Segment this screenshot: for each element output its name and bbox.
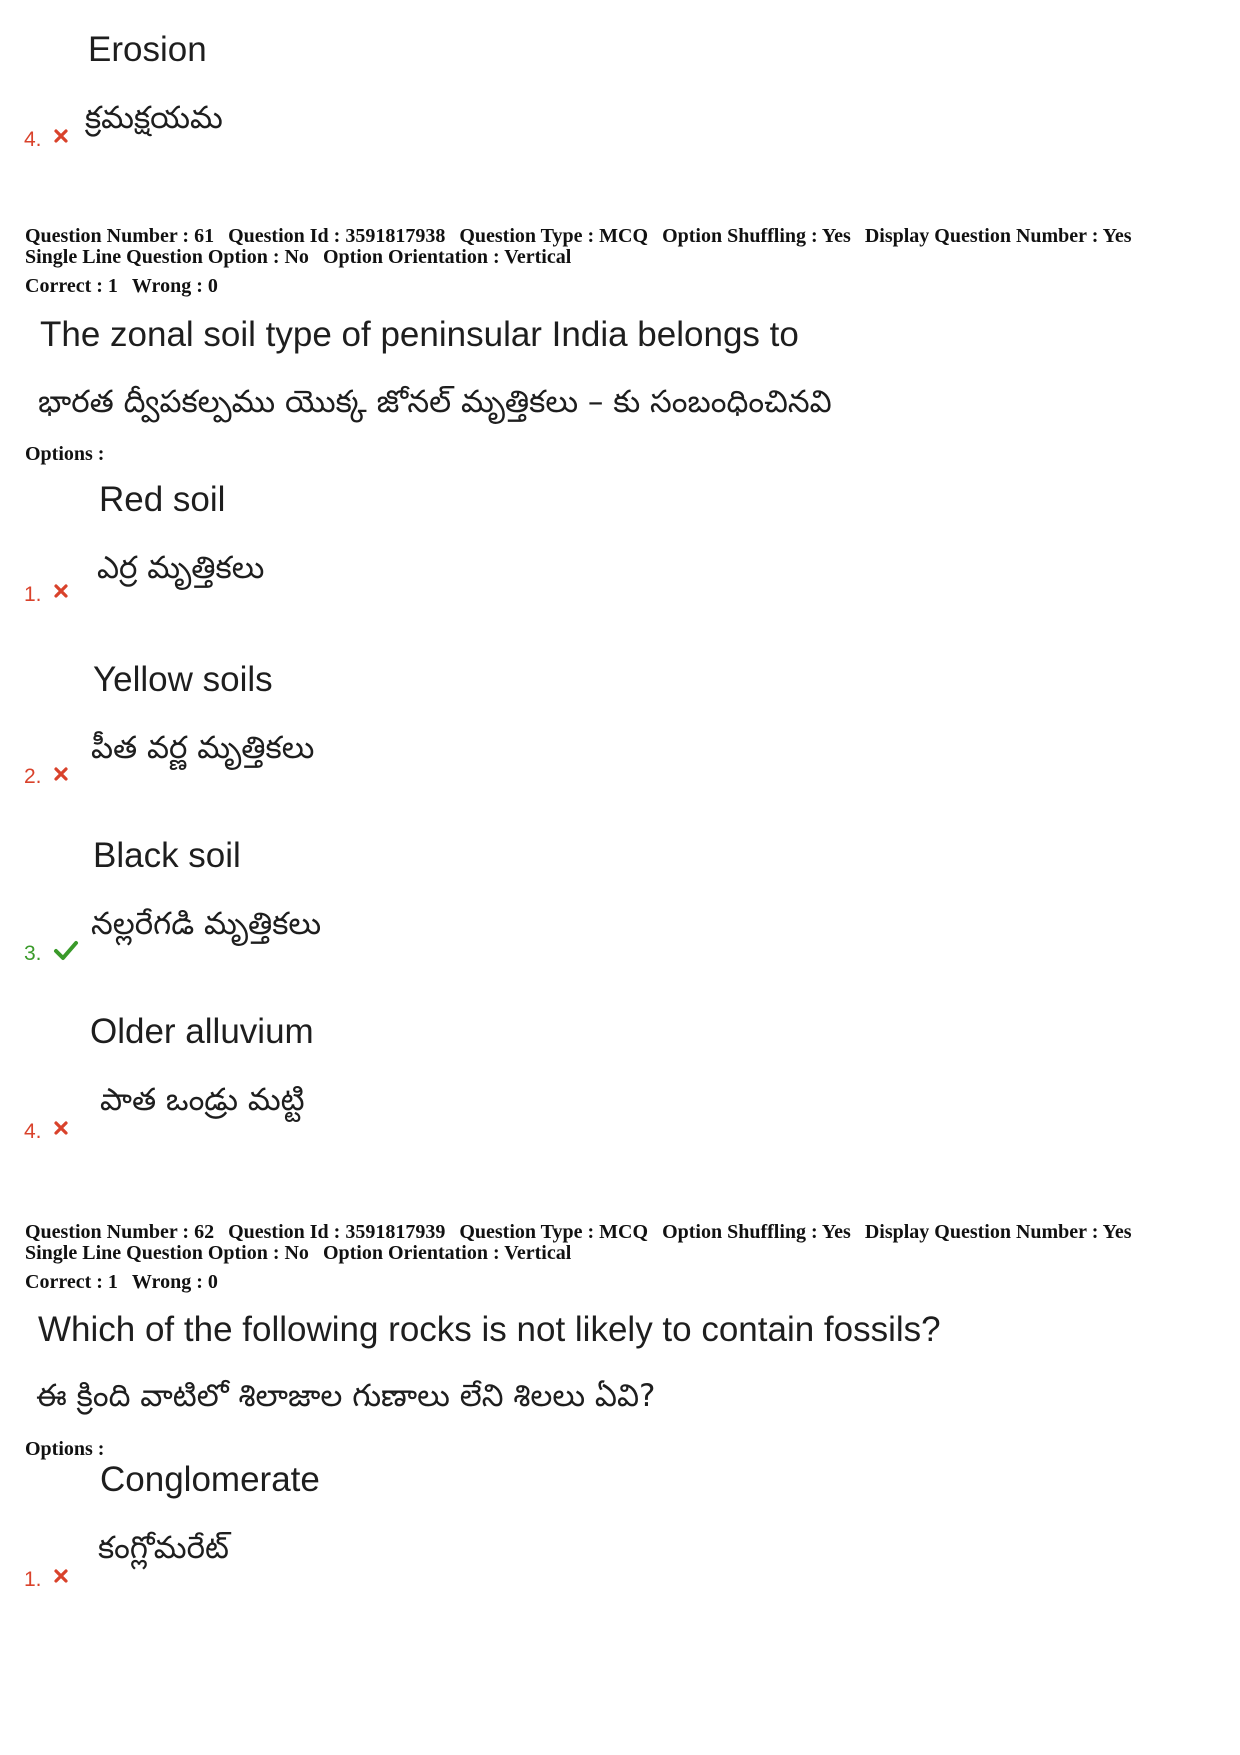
option-number: 2. [24,765,42,788]
option-english-text: Erosion [88,30,207,69]
correct-marks: Correct : 1 [25,1271,118,1293]
question-meta-line [25,226,1146,247]
check-icon [53,939,79,961]
question-text-telugu: భారత ద్వీపకల్పము యొక్క జోనల్ మృత్తికలు – కు సంబంధించినవి [38,384,832,420]
marks-line [25,1272,232,1293]
cross-icon [53,583,69,599]
options-label: Options : [25,1438,105,1460]
marks-line [25,276,232,297]
option-number: 4. [24,128,42,151]
option-number: 4. [24,1120,42,1143]
correct-marks: Correct : 1 [25,275,118,297]
option-english-text: Conglomerate [100,1460,320,1499]
single-line-option: Single Line Question Option : No [25,246,309,268]
option-telugu-text: కంగ్లోమరేట్ [98,1530,229,1566]
option-number: 3. [24,942,42,965]
question-meta-line [25,1243,585,1264]
option-telugu-text: నల్లరేగడి మృత్తికలు [91,906,322,942]
question-meta-line [25,247,585,268]
option-english-text: Black soil [93,836,241,875]
question-text-english: Which of the following rocks is not likely to contain fossils? [38,1310,941,1349]
display-question-number: Display Question Number : Yes [864,225,1132,247]
option-number: 1. [24,1568,42,1591]
cross-icon [53,1120,69,1136]
question-id: Question Id : 3591817938 [228,225,446,247]
display-question-number: Display Question Number : Yes [864,1221,1132,1243]
cross-icon [53,1568,69,1584]
option-telugu-text: క్రమక్షయమ [85,100,223,136]
question-text-english: The zonal soil type of peninsular India belongs to [40,315,799,354]
question-type: Question Type : MCQ [459,1221,649,1243]
option-english-text: Yellow soils [93,660,273,699]
option-english-text: Red soil [99,480,226,519]
option-shuffling: Option Shuffling : Yes [662,1221,851,1243]
option-telugu-text: ఎర్ర మృత్తికలు [97,550,265,586]
question-meta-line [25,1222,1146,1243]
option-telugu-text: పాత ఒండ్రు మట్టి [100,1082,305,1118]
question-type: Question Type : MCQ [459,225,649,247]
option-number: 1. [24,583,42,606]
question-number: Question Number : 62 [25,1221,215,1243]
options-label: Options : [25,443,105,465]
wrong-marks: Wrong : 0 [131,1271,218,1293]
option-telugu-text: పీత వర్ణ మృత్తికలు [91,730,315,766]
option-shuffling: Option Shuffling : Yes [662,225,851,247]
cross-icon [53,766,69,782]
question-number: Question Number : 61 [25,225,215,247]
option-orientation: Option Orientation : Vertical [322,1242,572,1264]
cross-icon [53,128,69,144]
question-text-telugu: ఈ క్రింది వాటిలో శిలాజాల గుణాలు లేని శిలలు ఏవి? [36,1378,656,1414]
option-english-text: Older alluvium [90,1012,314,1051]
option-orientation: Option Orientation : Vertical [322,246,572,268]
wrong-marks: Wrong : 0 [131,275,218,297]
question-id: Question Id : 3591817939 [228,1221,446,1243]
single-line-option: Single Line Question Option : No [25,1242,309,1264]
